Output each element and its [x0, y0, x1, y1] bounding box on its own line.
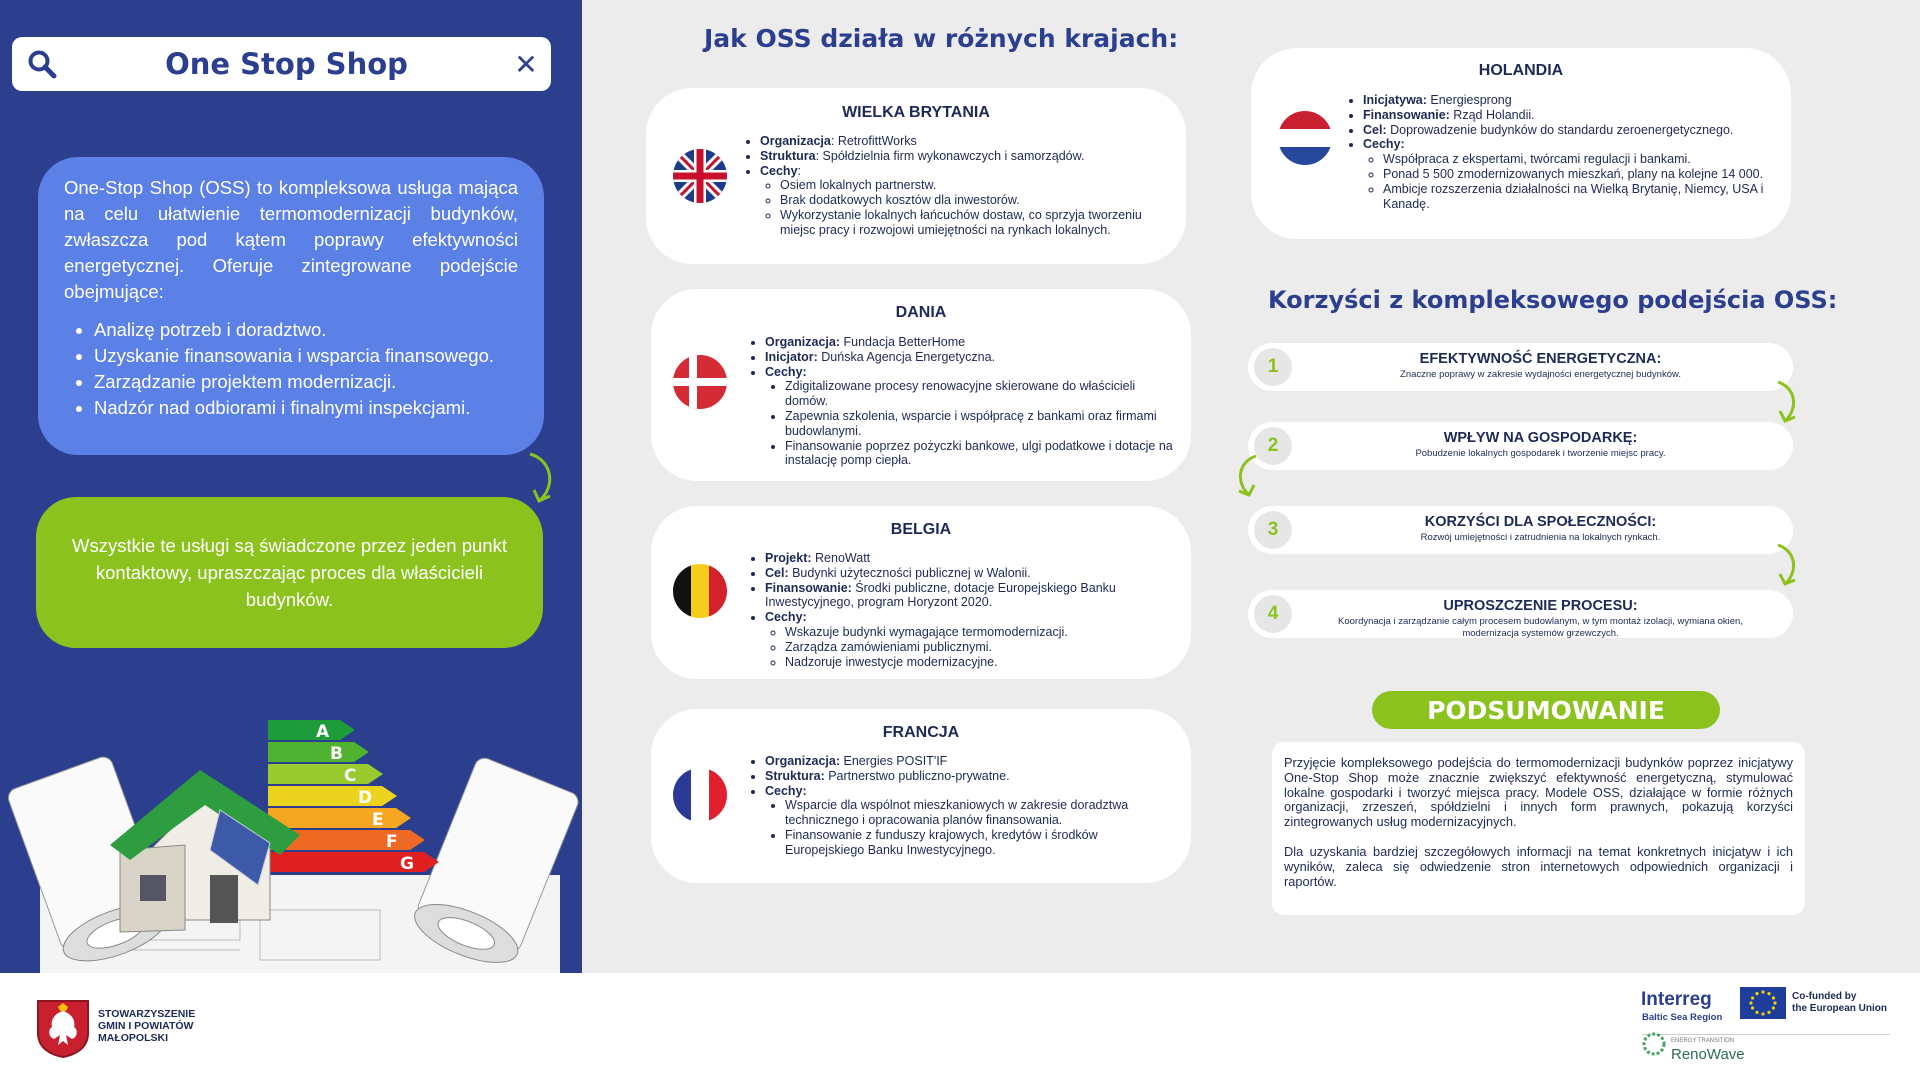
list-item: • Zarządzanie projektem modernizacji. [94, 369, 518, 395]
list-item: • Finansowanie: Rząd Holandii. [1363, 108, 1781, 123]
curved-arrow-icon [1230, 452, 1264, 500]
interreg-logo: Interreg [1641, 989, 1712, 1010]
energy-label: F [386, 832, 398, 852]
curved-arrow-icon [1770, 378, 1804, 426]
list-item: ◦ Współpraca z ekspertami, twórcami regulacji i bankami. [1383, 152, 1781, 167]
list-item: • Cel: Budynki użyteczności publicznej w Walonii. [765, 566, 1176, 581]
benefit-title: EFEKTYWNOŚĆ ENERGETYCZNA: [1419, 351, 1662, 367]
list-item: • Inicjatywa: Energiesprong [1363, 93, 1781, 108]
single-contact-box: Wszystkie te usługi są świadczone przez jeden punkt kontaktowy, upraszczając proces dla właścicieli budynków. [36, 497, 543, 648]
curved-arrow-icon [1770, 541, 1804, 589]
benefit-item [1248, 590, 1793, 638]
search-title: One Stop Shop [165, 47, 408, 81]
search-bar[interactable] [12, 37, 551, 91]
baltic-label: Baltic Sea Region [1642, 1012, 1723, 1023]
energy-label: D [358, 788, 373, 808]
list-item: • Cechy: ◦ Współpraca z ekspertami, twórcami regulacji i bankami. ◦ Ponad 5 500 zmodernizowanych mieszkań, plany na kolejne 14 000. ◦ Ambicje rozszerzenia działalności na Wielką Brytanię, Niemcy, USA i Kanadę. [1363, 137, 1781, 211]
benefit-title: UPROSZCZENIE PROCESU: [1443, 598, 1638, 614]
benefit-desc: Rozwój umiejętności i zatrudnienia na lokalnych rynkach. [1420, 532, 1661, 543]
list-item: • Struktura: Spółdzielnia firm wykonawczych i samorządów. [760, 149, 1171, 164]
benefit-desc: Znaczne poprawy w zakresie wydajności energetycznej budynków. [1400, 369, 1681, 380]
list-item: ◦ Nadzoruje inwestycje modernizacyjne. [785, 655, 1176, 670]
list-item: • Analizę potrzeb i doradztwo. [94, 317, 518, 343]
netherlands-flag-icon [1278, 111, 1332, 165]
energy-label: E [372, 810, 384, 830]
list-item: • Cechy: ◦ Wskazuje budynki wymagające termomodernizacji. ◦ Zarządza zamówieniami publicznymi. ◦ Nadzoruje inwestycje modernizacyjne. [765, 610, 1176, 669]
benefit-desc: Pobudzenie lokalnych gospodarek i tworzenie miejsc pracy. [1415, 448, 1666, 459]
energy-label: G [400, 854, 414, 874]
list-item: • Zdigitalizowane procesy renowacyjne skierowane do właścicieli domów. [785, 379, 1176, 409]
benefit-item [1248, 343, 1793, 391]
benefit-number: 1 [1254, 348, 1292, 386]
country-title: FRANCJA [882, 724, 960, 741]
benefit-number: 4 [1254, 595, 1292, 633]
benefit-title: KORZYŚCI DLA SPOŁECZNOŚCI: [1424, 514, 1657, 530]
list-item: • Organizacja: Fundacja BetterHome [765, 335, 1176, 350]
list-item: • Struktura: Partnerstwo publiczno-prywatne. [765, 769, 1176, 784]
country-title: WIELKA BRYTANIA [842, 104, 990, 121]
list-item: ◦ Wykorzystanie lokalnych łańcuchów dostaw, co sprzyja tworzeniu miejsc pracy i rozwojowi umiejętności na rynkach lokalnych. [780, 208, 1171, 238]
country-details [746, 134, 1171, 238]
left-panel [0, 0, 582, 973]
benefit-title: WPŁYW NA GOSPODARKĘ: [1443, 430, 1638, 446]
cofunded-label: Co-funded by the European Union [1792, 991, 1887, 1014]
summary-box [1272, 742, 1805, 915]
house-energy-illustration [0, 700, 582, 973]
renowave-logo-icon [1641, 1031, 1667, 1057]
list-item: • Organizacja: RetrofittWorks [760, 134, 1171, 149]
country-title: BELGIA [890, 521, 952, 538]
intro-list [94, 317, 518, 421]
list-item: ◦ Wskazuje budynki wymagające termomodernizacji. [785, 625, 1176, 640]
intro-box [38, 157, 544, 455]
summary-paragraph: Przyjęcie kompleksowego podejścia do termomodernizacji budynków poprzez inicjatywy One-Stop Shop może znacznie zwiększyć efektywność energetyczną, stymulować lokalne gospodarki i tworzyć miejsca pracy. Modele OSS, działające w formie różnych organizacji, zrzeszeń, spółdzielni i innych form prawnych, pokazują korzyści zintegrowanych usług modernizacyjnych. [1284, 755, 1793, 830]
list-item: ◦ Ponad 5 500 zmodernizowanych mieszkań, plany na kolejne 14 000. [1383, 167, 1781, 182]
country-details [751, 335, 1176, 468]
benefit-desc: Koordynacja i zarządzanie całym procesem budowlanym, w tym montaż izolacji, wymiana okien, modernizacja systemów grzewczych. [1338, 616, 1743, 639]
benefit-item [1248, 422, 1793, 470]
list-item: • Projekt: RenoWatt [765, 551, 1176, 566]
curved-arrow-icon [522, 450, 562, 506]
list-item: • Organizacja: Energies POSIT'IF [765, 754, 1176, 769]
renowave-label: RenoWave [1671, 1046, 1745, 1063]
country-title: HOLANDIA [1478, 62, 1564, 79]
countries-heading: Jak OSS działa w różnych krajach: [704, 24, 1179, 53]
footer [0, 973, 1920, 1080]
country-details [751, 551, 1176, 669]
intro-text: One-Stop Shop (OSS) to kompleksowa usługa mająca na celu ułatwienie termomodernizacji budynków, zwłaszcza pod kątem poprawy efektywności energetycznej. Oferuje zintegrowane podejście obejmujące: [64, 177, 518, 302]
search-icon[interactable] [12, 49, 72, 79]
list-item: ◦ Ambicje rozszerzenia działalności na Wielką Brytanię, Niemcy, USA i Kanadę. [1383, 182, 1781, 212]
list-item: ◦ Osiem lokalnych partnerstw. [780, 178, 1171, 193]
list-item: • Cechy: ◦ Osiem lokalnych partnerstw. ◦ Brak dodatkowych kosztów dla inwestorów. ◦ Wykorzystanie lokalnych łańcuchów dostaw, co sprzyja tworzeniu miejsc pracy i rozwojowi umiejętności na rynkach lokalnych. [760, 164, 1171, 238]
energy-label: B [330, 744, 343, 764]
list-item: • Uzyskanie finansowania i wsparcia finansowego. [94, 343, 518, 369]
summary-title: PODSUMOWANIE [1372, 691, 1720, 729]
list-item: • Inicjator: Duńska Agencja Energetyczna. [765, 350, 1176, 365]
coat-of-arms-icon [36, 999, 90, 1059]
close-icon[interactable]: ✕ [514, 48, 538, 80]
list-item: • Wsparcie dla wspólnot mieszkaniowych w zakresie doradztwa technicznego i opracowania planów finansowania. [785, 798, 1176, 828]
summary-paragraph: Dla uzyskania bardziej szczegółowych informacji na temat konkretnych inicjatyw i ich wyników, zaleca się odwiedzenie stron internetowych odpowiednich organizacji i raportów. [1284, 843, 1793, 889]
energy-transition-label: ENERGY TRANSITION [1671, 1038, 1735, 1044]
list-item: • Finansowanie: Środki publiczne, dotacje Europejskiego Banku Inwestycyjnego, program Horyzont 2020. [765, 581, 1176, 611]
country-details [751, 754, 1176, 858]
energy-label: C [344, 766, 357, 786]
country-card-be [651, 506, 1191, 679]
list-item: ◦ Zarządza zamówieniami publicznymi. [785, 640, 1176, 655]
country-card-dk [651, 289, 1191, 481]
list-item: • Finansowanie z funduszy krajowych, kredytów i środków Europejskiego Banku Inwestycyjnego. [785, 828, 1176, 858]
benefit-number: 2 [1254, 427, 1292, 465]
list-item: • Finansowanie poprzez pożyczki bankowe, ulgi podatkowe i dotacje na instalację pomp ciepła. [785, 439, 1176, 469]
france-flag-icon [673, 768, 727, 822]
list-item: ◦ Brak dodatkowych kosztów dla inwestorów. [780, 193, 1171, 208]
divider [1642, 1034, 1890, 1035]
benefits-heading: Korzyści z kompleksowego podejścia OSS: [1268, 286, 1838, 314]
country-card-fr [651, 709, 1191, 883]
uk-flag-icon [673, 149, 727, 203]
eu-flag-icon [1740, 987, 1786, 1019]
list-item: • Cel: Doprowadzenie budynków do standardu zeroenergetycznego. [1363, 123, 1781, 138]
list-item: • Cechy: • Wsparcie dla wspólnot mieszkaniowych w zakresie doradztwa technicznego i opracowania planów finansowania. • Finansowanie z funduszy krajowych, kredytów i środków Europejskiego Banku Inwestycyjnego. [765, 784, 1176, 858]
country-card-uk [646, 88, 1186, 264]
belgium-flag-icon [673, 564, 727, 618]
denmark-flag-icon [673, 355, 727, 409]
energy-label: A [316, 722, 330, 742]
country-details [1349, 93, 1781, 211]
benefit-number: 3 [1254, 511, 1292, 549]
list-item: • Nadzór nad odbiorami i finalnymi inspekcjami. [94, 395, 518, 421]
list-item: • Zapewnia szkolenia, wsparcie i współpracę z bankami oraz firmami budowlanymi. [785, 409, 1176, 439]
org-name: STOWARZYSZENIE GMIN I POWIATÓW MAŁOPOLSKI [98, 1008, 196, 1044]
benefit-item [1248, 506, 1793, 554]
country-title: DANIA [895, 304, 947, 321]
country-card-nl [1251, 48, 1791, 239]
list-item: • Cechy: • Zdigitalizowane procesy renowacyjne skierowane do właścicieli domów. • Zapewnia szkolenia, wsparcie i współpracę z bankami oraz firmami budowlanymi. • Finansowanie poprzez pożyczki bankowe, ulgi podatkowe i dotacje na instalację pomp ciepła. [765, 365, 1176, 469]
